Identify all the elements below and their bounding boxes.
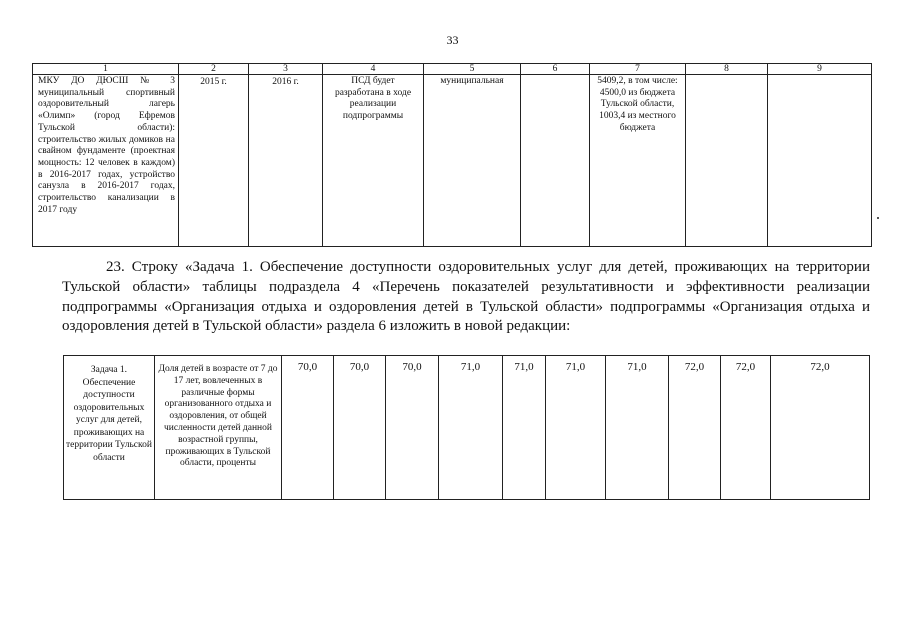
indicator-cell: Доля детей в возрасте от 7 до 17 лет, вовлеченных в различные формы организованного отдыха и оздоровления, от общей численности детей данной возрастной группы, проживающих в Тульской области, проценты: [155, 356, 282, 500]
header-cell: 3: [249, 64, 323, 75]
value-cell: 71,0: [546, 356, 606, 500]
value-cell: 72,0: [669, 356, 721, 500]
design-docs-cell: ПСД будет разработана в ходе реализации подпрограммы: [323, 75, 424, 247]
value-cell: 72,0: [771, 356, 870, 500]
header-cell: 1: [33, 64, 179, 75]
start-year-cell: 2015 г.: [179, 75, 249, 247]
value-cell: 71,0: [439, 356, 503, 500]
task-cell: Задача 1. Обеспечение доступности оздоровительных услуг для детей, проживающих на территории Тульской области: [64, 356, 155, 500]
ownership-cell: муниципальная: [424, 75, 521, 247]
value-cell: 71,0: [503, 356, 546, 500]
value-cell: 70,0: [282, 356, 334, 500]
empty-cell: [521, 75, 590, 247]
header-cell: 2: [179, 64, 249, 75]
table-row: [33, 75, 872, 247]
amendment-paragraph: 23. Строку «Задача 1. Обеспечение доступности оздоровительных услуг для детей, проживающих на территории Тульской области» таблицы подраздела 4 «Перечень показателей результативности и эффективности реализации подпрограммы «Организация отдыха и оздоровления детей в Тульской области» подпрограммы «Организация отдыха и оздоровления детей в Тульской области» раздела 6 изложить в новой редакции:: [62, 259, 870, 335]
table-header-row: [33, 64, 872, 75]
value-cell: 70,0: [334, 356, 386, 500]
empty-cell: [768, 75, 872, 247]
header-cell: 4: [323, 64, 424, 75]
header-cell: 9: [768, 64, 872, 75]
header-cell: 7: [590, 64, 686, 75]
header-cell: 8: [686, 64, 768, 75]
header-cell: 5: [424, 64, 521, 75]
scan-speck: [877, 217, 879, 219]
header-cell: 6: [521, 64, 590, 75]
empty-cell: [686, 75, 768, 247]
page-number: 33: [446, 33, 459, 47]
object-description-cell: МКУ ДО ДЮСШ № 3 муниципальный спортивный оздоровительный лагерь «Олимп» (город Ефремов Тульской области): строительство жилых домиков на свайном фундаменте (проектная мощность: 12 человек в каждом) в 2016-2017 годах, устройство санузла в 2016-2017 годах, строительство канализации в 2017 году: [33, 75, 179, 247]
end-year-cell: 2016 г.: [249, 75, 323, 247]
value-cell: 70,0: [386, 356, 439, 500]
project-table: [32, 63, 872, 247]
indicator-table: [63, 355, 870, 500]
table-row: [64, 356, 870, 500]
value-cell: 71,0: [606, 356, 669, 500]
funding-cell: 5409,2, в том числе: 4500,0 из бюджета Тульской области, 1003,4 из местного бюджета: [590, 75, 686, 247]
value-cell: 72,0: [721, 356, 771, 500]
